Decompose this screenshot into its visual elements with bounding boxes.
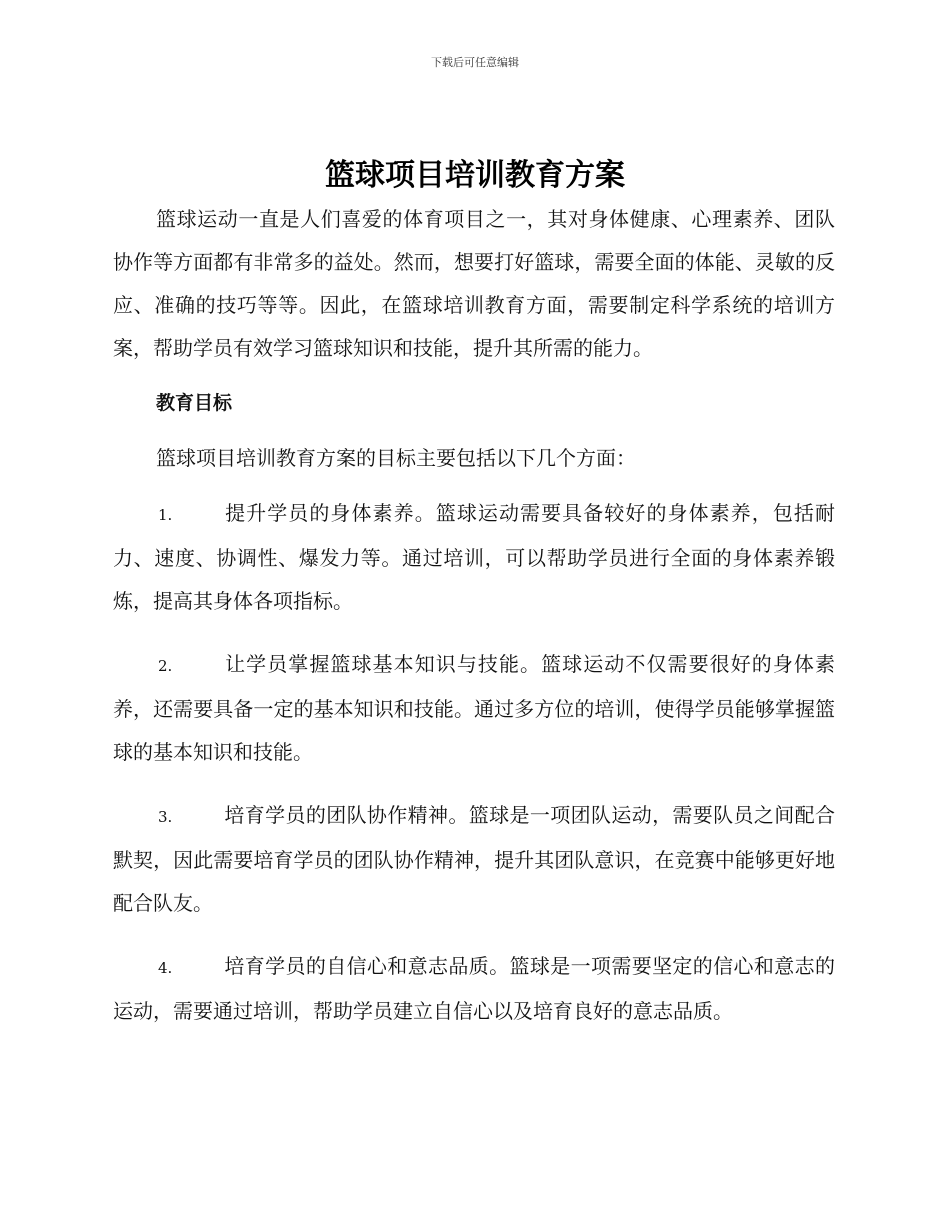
goal-item-3: [113, 794, 835, 925]
goal-item-number: 1.: [158, 506, 173, 524]
section-heading-goals: 教育目标: [156, 392, 233, 414]
document-title: 篮球项目培训教育方案: [325, 158, 625, 193]
goals-lead-paragraph: 篮球项目培训教育方案的目标主要包括以下几个方面：: [156, 446, 636, 470]
document-body: [113, 198, 835, 1053]
goal-item-number: 4.: [158, 959, 173, 977]
goal-item-text: 培育学员的自信心和意志品质。篮球是一项需要坚定的信心和意志的运动，需要通过培训，帮助学员建立自信心以及培育良好的意志品质。: [113, 954, 835, 1023]
goal-item-number: 3.: [158, 808, 173, 826]
goal-item-text: 培育学员的团队协作精神。篮球是一项团队运动，需要队员之间配合默契，因此需要培育学员的团队协作精神，提升其团队意识，在竞赛中能够更好地配合队友。: [113, 803, 835, 915]
goal-item-4: [113, 945, 835, 1033]
intro-paragraph: 篮球运动一直是人们喜爱的体育项目之一，其对身体健康、心理素养、团队协作等方面都有非常多的益处。然而，想要打好篮球，需要全面的体能、灵敏的反应、准确的技巧等等。因此，在篮球培训教育方面，需要制定科学系统的培训方案，帮助学员有效学习篮球知识和技能，提升其所需的能力。: [113, 207, 835, 360]
goal-item-number: 2.: [158, 657, 173, 675]
goal-item-text: 让学员掌握篮球基本知识与技能。篮球运动不仅需要很好的身体素养，还需要具备一定的基本知识和技能。通过多方位的培训，使得学员能够掌握篮球的基本知识和技能。: [113, 652, 835, 764]
page-header-note: 下载后可任意编辑: [431, 56, 519, 69]
goal-item-text: 提升学员的身体素养。篮球运动需要具备较好的身体素养，包括耐力、速度、协调性、爆发力等。通过培训，可以帮助学员进行全面的身体素养锻炼，提高其身体各项指标。: [113, 501, 835, 613]
goal-item-2: [113, 643, 835, 774]
goal-item-1: [113, 492, 835, 623]
